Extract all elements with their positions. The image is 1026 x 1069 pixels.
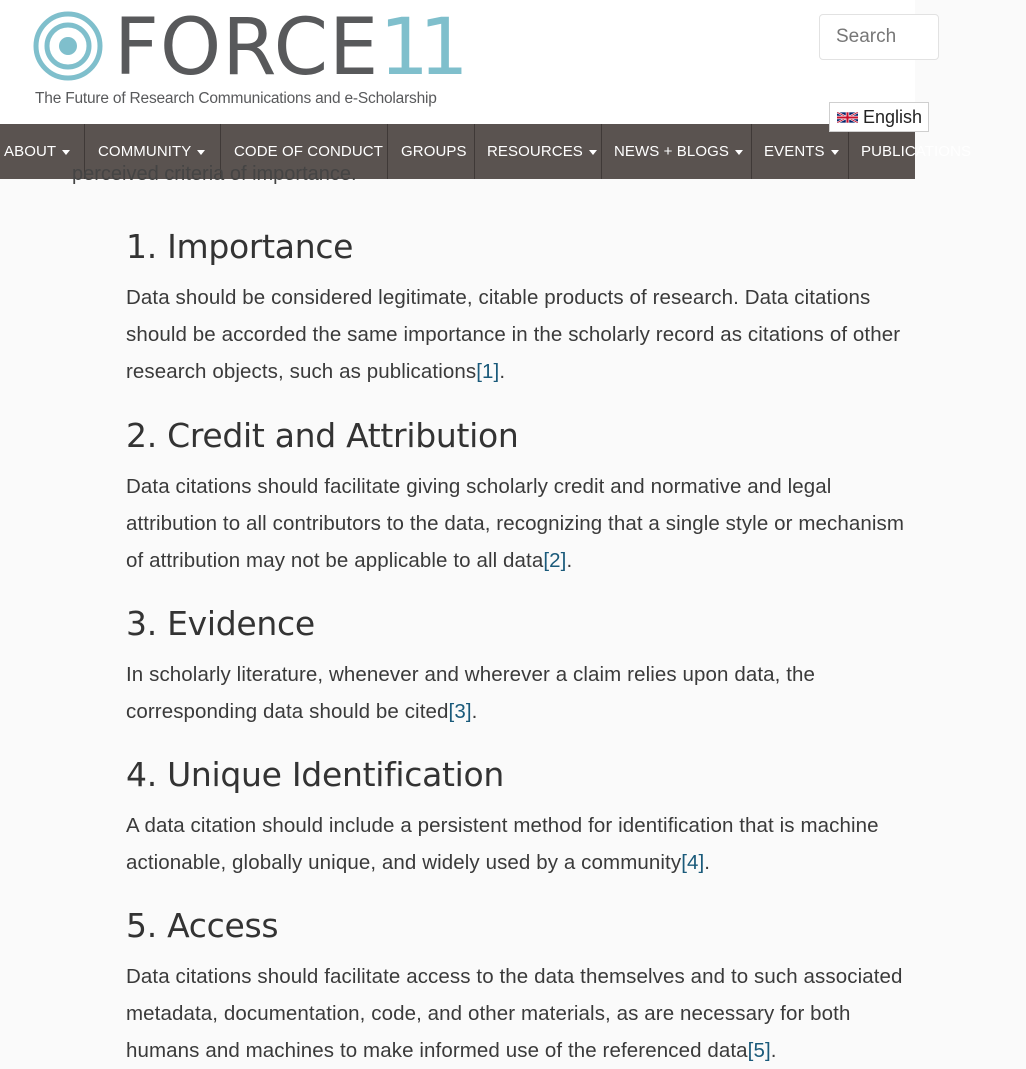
article-content [0,163,915,1068]
principle-heading: 5. Access [126,906,279,945]
nav-label: ABOUT [4,143,57,160]
principle-2 [126,416,1026,579]
nav-label: GROUPS [401,143,467,160]
search-input[interactable] [819,14,939,60]
force11-logo-link[interactable] [32,3,472,114]
body-line-last: humans and machines to make informed use of the referenced data[5]. [126,1039,777,1062]
nav-label: CODE OF CONDUCT [234,143,383,160]
principle-heading: 2. Credit and Attribution [126,416,519,455]
body-line-last: actionable, globally unique, and widely used by a community[4]. [126,851,711,874]
principle-5 [126,906,1026,1069]
footnote-link[interactable]: [2] [543,549,567,572]
footnote-number: 1 [482,360,494,383]
uk-flag-icon [837,110,858,125]
caret-down-icon [197,150,205,155]
nav-item-groups[interactable] [388,124,475,179]
principle-1 [126,227,1026,390]
nav-label: COMMUNITY [98,143,192,160]
body-line-text: actionable, globally unique, and widely used by a community [126,851,682,874]
body-line: should be accorded the same importance in the scholarly record as citations of other [126,323,901,346]
nav-item-resources[interactable] [475,124,602,179]
nav-item-publications[interactable] [849,124,979,179]
caret-down-icon [831,150,839,155]
intro-text: perceived criteria of importance. [72,163,357,185]
body-line-text: corresponding data should be cited [126,700,449,723]
caret-down-icon [735,150,743,155]
footnote-link[interactable]: [5] [747,1039,771,1062]
body-line-text: research objects, such as publications [126,360,477,383]
principle-body [126,468,1026,579]
language-label: English [863,106,923,127]
body-line-last: research objects, such as publications[1]. [126,360,506,383]
principle-body [126,807,1026,881]
logo-number: 11 [379,3,459,93]
caret-down-icon [589,150,597,155]
nav-label: PUBLICATIONS [861,143,972,160]
nav-label: NEWS + BLOGS [614,143,729,160]
body-line: attribution to all contributors to the data, recognizing that a single style or mechanism [126,512,905,535]
body-line-last: of attribution may not be applicable to all data[2]. [126,549,573,572]
body-line-text: of attribution may not be applicable to all data [126,549,544,572]
body-line: A data citation should include a persistent method for identification that is machine [126,814,879,837]
language-selector[interactable] [829,102,929,132]
body-line: Data citations should facilitate giving scholarly credit and normative and legal [126,475,832,498]
footnote-link[interactable]: [3] [448,700,472,723]
footnote-link[interactable]: [4] [681,851,705,874]
force11-logo-icon [32,10,104,82]
body-line: In scholarly literature, whenever and wherever a claim relies upon data, the [126,663,816,686]
principle-heading: 4. Unique Identification [126,755,505,794]
body-line-text: humans and machines to make informed use of the referenced data [126,1039,748,1062]
nav-label: EVENTS [764,143,825,160]
logo-word: FORCE [114,3,380,93]
nav-item-news-blogs[interactable] [602,124,752,179]
principle-3 [126,604,1026,730]
nav-item-events[interactable] [752,124,849,179]
caret-down-icon [62,150,70,155]
body-line: Data citations should facilitate access to the data themselves and to such associated [126,965,903,988]
principle-heading: 3. Evidence [126,604,315,643]
body-line: Data should be considered legitimate, citable products of research. Data citations [126,286,871,309]
footnote-link[interactable]: [1] [476,360,500,383]
logo-tagline: The Future of Research Communications and e-Scholarship [35,90,437,107]
body-line: metadata, documentation, code, and other materials, as are necessary for both [126,1002,851,1025]
principle-body [126,958,1026,1069]
footnote-number: 3 [454,700,466,723]
principle-4 [126,755,1026,881]
footnote-number: 2 [549,549,561,572]
logo-wordmark [114,2,459,94]
principle-body [126,656,1026,730]
principle-heading: 1. Importance [126,227,354,266]
site-header [0,0,923,127]
nav-label: RESOURCES [487,143,583,160]
body-line-last: corresponding data should be cited[3]. [126,700,478,723]
principle-body [126,279,1026,390]
footnote-number: 4 [686,851,699,874]
footnote-number: 5 [753,1039,765,1062]
